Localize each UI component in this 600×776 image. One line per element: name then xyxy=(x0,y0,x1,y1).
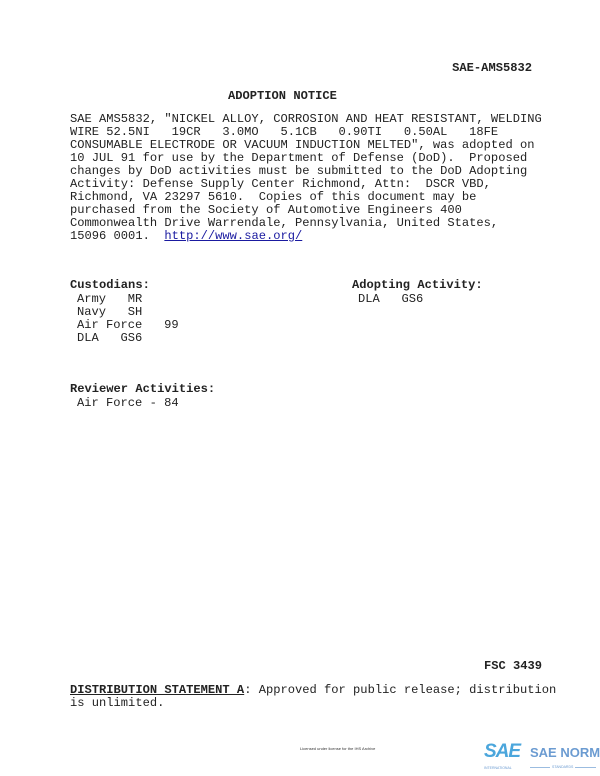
body-line: 10 JUL 91 for use by the Department of Defense (DoD). Proposed xyxy=(70,151,528,165)
logo-brand: SAE NORM xyxy=(530,745,600,760)
logo-subtitle: STANDARDS xyxy=(552,765,574,769)
body-line: 15096 0001. xyxy=(70,229,165,243)
distribution-text: is unlimited. xyxy=(70,696,165,710)
distribution-text: : Approved for public release; distribution xyxy=(244,683,557,697)
custodian-item: Army MR xyxy=(77,292,143,306)
fsc-code: FSC 3439 xyxy=(483,659,542,673)
custodian-item: DLA GS6 xyxy=(77,331,143,345)
footer-license-note: Licensed under license for the IHS Archive xyxy=(300,746,376,751)
custodians-list xyxy=(77,293,179,345)
sae-website-link[interactable]: http://www.sae.org/ xyxy=(164,229,303,243)
adopting-activity-item: DLA GS6 xyxy=(358,292,424,306)
body-line: purchased from the Society of Automotive Engineers 400 xyxy=(70,203,462,217)
body-line: WIRE 52.5NI 19CR 3.0MO 5.1CB 0.90TI 0.50AL 18FE xyxy=(70,125,499,139)
distribution-label: DISTRIBUTION STATEMENT A xyxy=(70,683,245,697)
logo-subtitle: INTERNATIONAL xyxy=(484,766,512,770)
custodians-heading: Custodians: xyxy=(70,278,150,292)
adopting-activity-heading: Adopting Activity: xyxy=(352,278,483,292)
body-line: Richmond, VA 23297 5610. Copies of this document may be xyxy=(70,190,477,204)
body-line: SAE AMS5832, "NICKEL ALLOY, CORROSION AND HEAT RESISTANT, WELDING xyxy=(70,112,542,126)
adoption-body xyxy=(70,113,542,243)
sae-logo-mark: SAE xyxy=(484,741,521,762)
distribution-statement xyxy=(70,684,556,710)
sae-norm-logo xyxy=(484,741,600,773)
page-title: ADOPTION NOTICE xyxy=(228,89,337,103)
custodian-item: Air Force 99 xyxy=(77,318,179,332)
body-line: CONSUMABLE ELECTRODE OR VACUUM INDUCTION MELTED", was adopted on xyxy=(70,138,535,152)
document-id: SAE-AMS5832 xyxy=(452,61,532,75)
custodian-item: Navy SH xyxy=(77,305,143,319)
reviewer-activities-heading: Reviewer Activities: xyxy=(70,382,216,396)
body-line: Commonwealth Drive Warrendale, Pennsylvania, United States, xyxy=(70,216,499,230)
reviewer-activity-item: Air Force - 84 xyxy=(77,396,179,410)
body-line: changes by DoD activities must be submitted to the DoD Adopting xyxy=(70,164,528,178)
body-line: Activity: Defense Supply Center Richmond, Attn: DSCR VBD, xyxy=(70,177,491,191)
